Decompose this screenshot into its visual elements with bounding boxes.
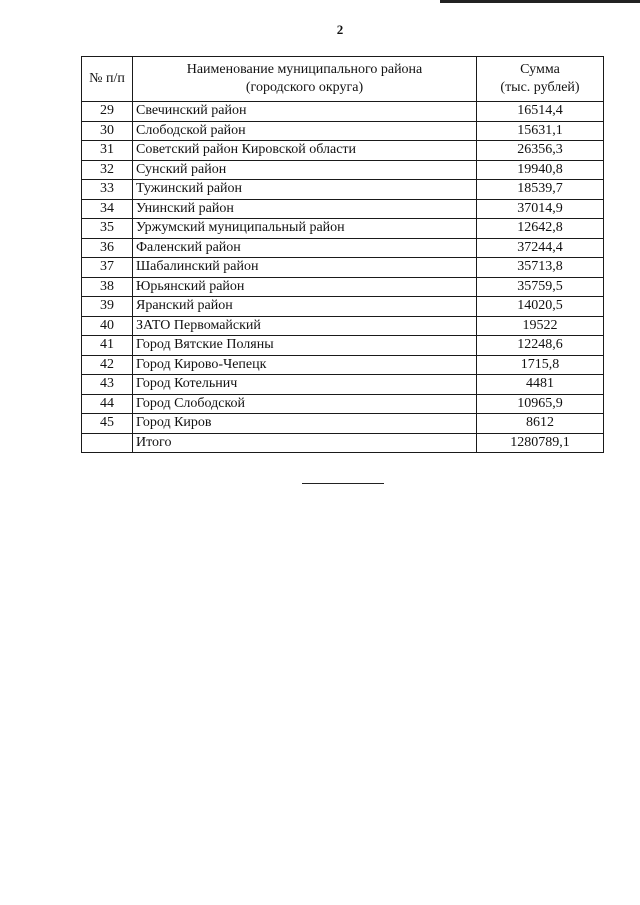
row-sum: 10965,9 <box>477 394 604 414</box>
row-num: 45 <box>82 414 133 434</box>
table-row <box>82 375 604 395</box>
table-header-row <box>82 57 604 102</box>
header-name-line2: (городского округа) <box>245 80 364 95</box>
header-name-line1: Наименование муниципального района <box>186 62 423 77</box>
row-name: Юрьянский район <box>133 277 477 297</box>
table-row <box>82 121 604 141</box>
table-row <box>82 297 604 317</box>
table-row <box>82 258 604 278</box>
table-row <box>82 394 604 414</box>
row-name: Тужинский район <box>133 180 477 200</box>
row-name: Город Вятские Поляны <box>133 336 477 356</box>
table-row <box>82 180 604 200</box>
table-total-row <box>82 433 604 453</box>
row-name: Унинский район <box>133 199 477 219</box>
row-sum: 26356,3 <box>477 141 604 161</box>
row-sum: 8612 <box>477 414 604 434</box>
header-sum-line1: Сумма <box>520 62 560 77</box>
row-sum: 37014,9 <box>477 199 604 219</box>
table-row <box>82 316 604 336</box>
table-row <box>82 102 604 122</box>
row-name: Город Слободской <box>133 394 477 414</box>
table-row <box>82 160 604 180</box>
header-name <box>133 57 477 102</box>
row-name: Сунский район <box>133 160 477 180</box>
row-num: 36 <box>82 238 133 258</box>
row-num: 40 <box>82 316 133 336</box>
row-sum: 12248,6 <box>477 336 604 356</box>
table-row <box>82 277 604 297</box>
header-sum <box>477 57 604 102</box>
row-sum: 12642,8 <box>477 219 604 239</box>
row-sum: 35713,8 <box>477 258 604 278</box>
row-num: 39 <box>82 297 133 317</box>
header-sum-line2: (тыс. рублей) <box>500 80 580 95</box>
row-sum: 15631,1 <box>477 121 604 141</box>
row-name: ЗАТО Первомайский <box>133 316 477 336</box>
table-row <box>82 199 604 219</box>
total-label: Итого <box>133 433 477 453</box>
row-name: Фаленский район <box>133 238 477 258</box>
row-name: Слободской район <box>133 121 477 141</box>
table-row <box>82 355 604 375</box>
end-of-document-rule <box>302 483 384 484</box>
row-sum: 19522 <box>477 316 604 336</box>
row-num: 31 <box>82 141 133 161</box>
page-number: 2 <box>336 22 344 37</box>
table-row <box>82 336 604 356</box>
row-num: 34 <box>82 199 133 219</box>
row-num: 42 <box>82 355 133 375</box>
row-num: 32 <box>82 160 133 180</box>
row-num: 37 <box>82 258 133 278</box>
row-name: Шабалинский район <box>133 258 477 278</box>
row-sum: 35759,5 <box>477 277 604 297</box>
row-sum: 16514,4 <box>477 102 604 122</box>
row-num: 30 <box>82 121 133 141</box>
row-num: 33 <box>82 180 133 200</box>
row-name: Уржумский муниципальный район <box>133 219 477 239</box>
row-sum: 18539,7 <box>477 180 604 200</box>
row-sum: 4481 <box>477 375 604 395</box>
row-name: Советский район Кировской области <box>133 141 477 161</box>
row-num: 29 <box>82 102 133 122</box>
row-name: Свечинский район <box>133 102 477 122</box>
table-row <box>82 219 604 239</box>
row-sum: 19940,8 <box>477 160 604 180</box>
row-sum: 37244,4 <box>477 238 604 258</box>
header-num: № п/п <box>82 57 133 102</box>
municipal-sums-table <box>81 56 604 453</box>
table-row <box>82 238 604 258</box>
row-sum: 14020,5 <box>477 297 604 317</box>
table-row <box>82 141 604 161</box>
row-sum: 1715,8 <box>477 355 604 375</box>
scan-top-edge <box>440 0 640 3</box>
total-num <box>82 433 133 453</box>
row-num: 44 <box>82 394 133 414</box>
total-sum: 1280789,1 <box>477 433 604 453</box>
row-name: Город Киров <box>133 414 477 434</box>
table-row <box>82 414 604 434</box>
row-num: 35 <box>82 219 133 239</box>
row-num: 38 <box>82 277 133 297</box>
row-num: 43 <box>82 375 133 395</box>
row-name: Город Котельнич <box>133 375 477 395</box>
row-num: 41 <box>82 336 133 356</box>
row-name: Город Кирово-Чепецк <box>133 355 477 375</box>
row-name: Яранский район <box>133 297 477 317</box>
